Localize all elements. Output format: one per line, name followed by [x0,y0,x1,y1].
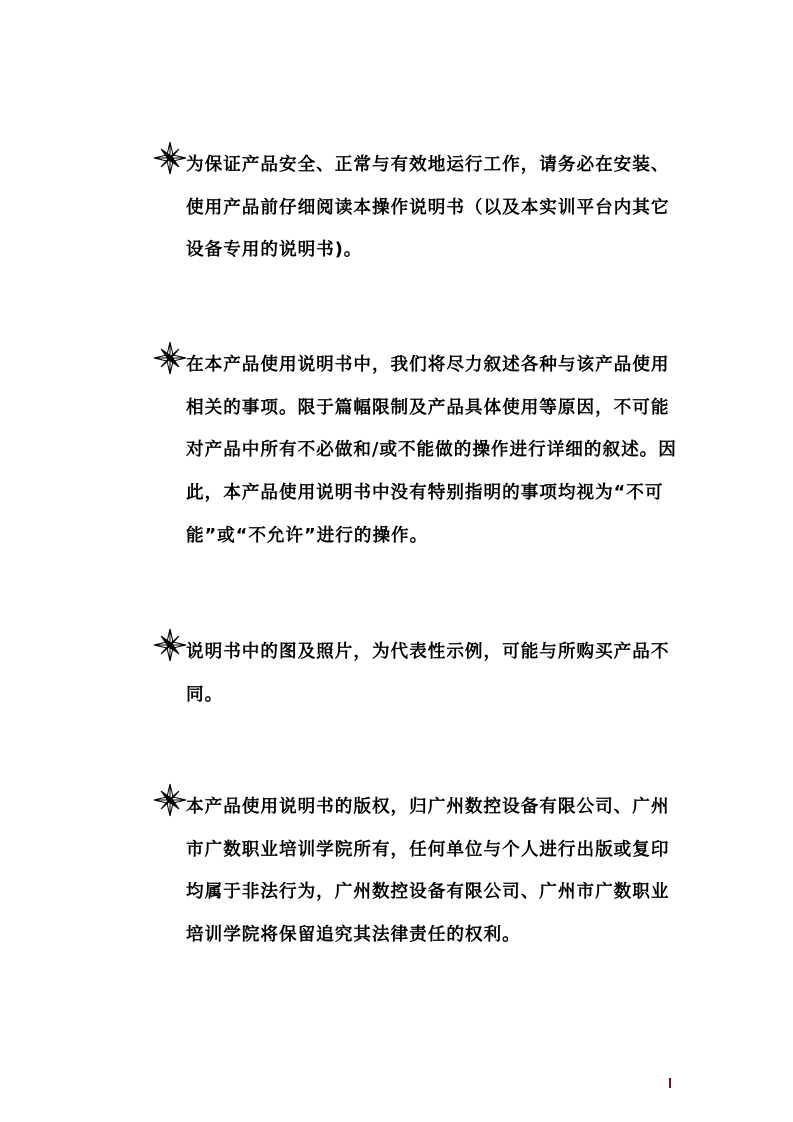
notice-paragraph [186,642,686,727]
compass-star-icon [153,628,187,662]
notice-paragraph [186,797,686,968]
notice-paragraph [186,155,686,283]
paragraph-line: 使用产品前仔细阅读本操作说明书（以及本实训平台内其它 [186,197,670,218]
paragraph-line: 均属于非法行为，广州数控设备有限公司、广州市广数职业 [186,882,670,903]
compass-star-icon [153,141,187,175]
compass-star-icon [153,341,187,375]
paragraph-line: 在本产品使用说明书中，我们将尽力叙述各种与该产品使用 [186,355,670,375]
page-number [669,1078,671,1088]
paragraph-line: 此，本产品使用说明书中没有特别指明的事项均视为“不可 [186,483,664,504]
paragraph-line: 市广数职业培训学院所有，任何单位与个人进行出版或复印 [186,839,670,860]
compass-star-icon [153,783,187,817]
paragraph-line: 设备专用的说明书)。 [186,240,363,261]
paragraph-line: 对产品中所有不必做和/或不能做的操作进行详细的叙述。因 [186,440,677,461]
notice-paragraph [186,355,686,568]
paragraph-line: 为保证产品安全、正常与有效地运行工作，请务必在安装、 [186,155,670,175]
paragraph-line: 本产品使用说明书的版权，归广州数控设备有限公司、广州 [186,797,670,817]
paragraph-line: 说明书中的图及照片，为代表性示例，可能与所购买产品不 [186,642,670,662]
paragraph-line: 相关的事项。限于篇幅限制及产品具体使用等原因，不可能 [186,397,670,418]
paragraph-line: 能”或“不允许”进行的操作。 [186,525,429,546]
paragraph-line: 同。 [186,684,224,705]
paragraph-line: 培训学院将保留追究其法律责任的权利。 [186,925,521,946]
